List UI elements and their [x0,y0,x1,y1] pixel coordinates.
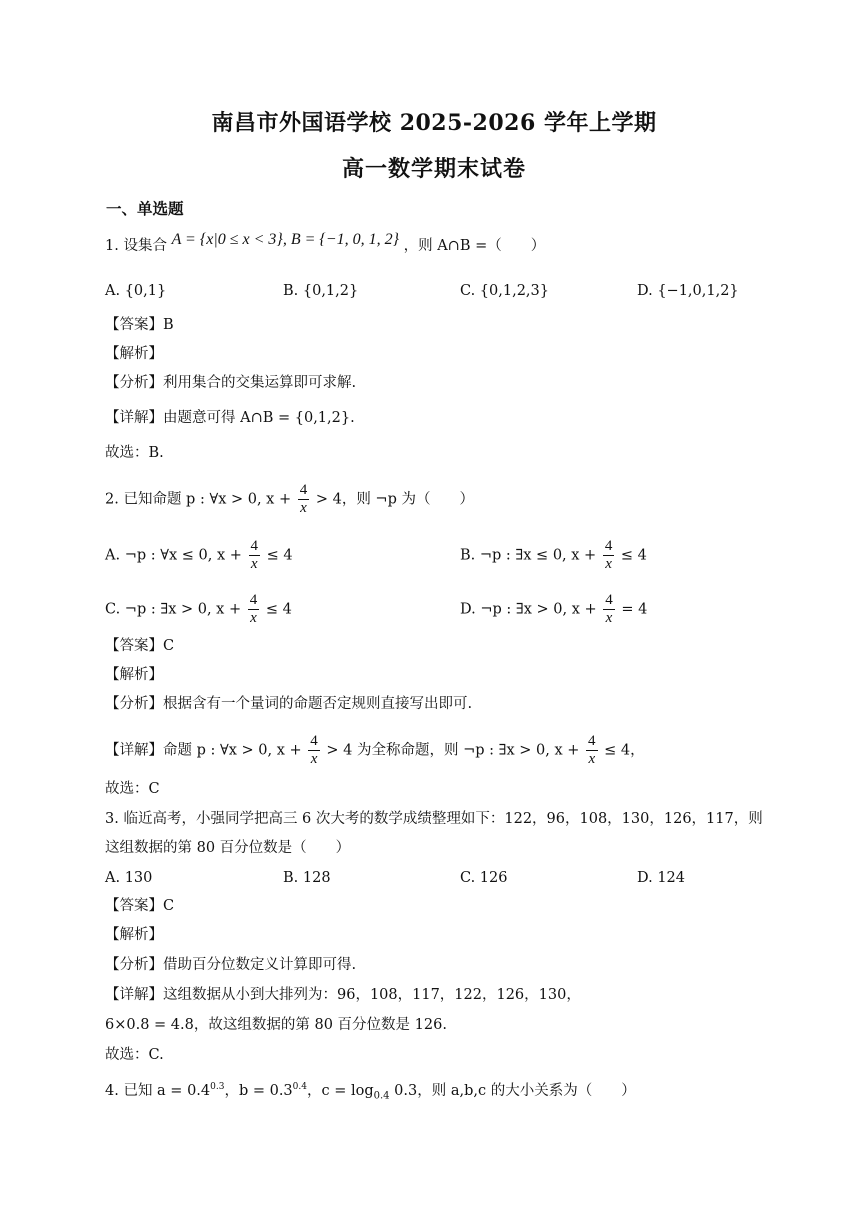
q2-frac-den: x [300,500,307,516]
q3-option-c: C. 126 [460,870,508,886]
q3-detail-line1: 【详解】这组数据从小到大排列为：96，108，117，122，126，130， [105,987,581,1003]
q4-b-text: ，b = 0.3 [224,1082,293,1099]
q2-detail-den-2: x [588,751,596,767]
q4-c-tail: 0.3，则 a,b,c 的大小关系为（ ） [389,1082,636,1099]
q2-option-b-num: 4 [604,538,613,554]
q1-detail: 【详解】由题意可得 A∩B = {0,1,2}. [105,410,355,426]
q2-option-c [105,592,292,627]
q4-a-exponent: 0.3 [210,1082,225,1092]
q2-option-b-suffix: ≤ 4 [620,547,647,564]
q2-option-d [460,592,647,627]
q2-option-b-fraction [603,538,615,573]
q3-stem-line2: 这组数据的第 80 百分位数是（ ） [105,840,351,856]
q2-detail-num-1: 4 [310,733,318,749]
q2-option-d-num: 4 [605,592,613,608]
q2-option-b-prefix: B. ¬p : ∃x ≤ 0, x + [460,547,597,564]
q2-option-a-prefix: A. ¬p : ∀x ≤ 0, x + [105,547,242,564]
q3-conclusion: 故选：C. [105,1047,164,1063]
q3-jiexi: 【解析】 [105,927,163,943]
q1-stem-sets: A = {x|0 ≤ x < 3}, B = {−1, 0, 1, 2} [171,231,399,248]
q2-option-c-num: 4 [249,592,258,608]
q3-analysis: 【分析】借助百分位数定义计算即可得. [105,957,357,973]
q2-detail-num-2: 4 [588,733,596,749]
q3-answer: 【答案】C [105,898,175,914]
q1-stem [105,231,546,256]
section-heading: 一、单选题 [106,199,184,218]
q4-c-base: 0.4 [373,1090,390,1102]
q2-stem-suffix: > 4，则 ¬p 为（ ） [315,491,474,508]
q2-detail-den-1: x [310,751,318,767]
q2-jiexi: 【解析】 [105,667,163,683]
q1-stem-suffix: ，则 A∩B =（ ） [403,238,546,254]
exam-subtitle: 高一数学期末试卷 [341,156,526,182]
q1-option-c: C. {0,1,2,3} [460,283,549,299]
q2-answer: 【答案】C [105,638,175,654]
q3-option-b: B. 128 [283,870,331,886]
q2-frac-num: 4 [299,482,308,498]
q3-option-a: A. 130 [105,870,153,886]
q4-c-text: ，c = log [307,1082,374,1099]
q2-option-b-den: x [605,556,612,572]
q2-analysis: 【分析】根据含有一个量词的命题否定规则直接写出即可. [105,696,473,712]
q3-detail-line2: 6×0.8 = 4.8，故这组数据的第 80 百分位数是 126. [105,1017,447,1033]
exam-title: 南昌市外国语学校 2025-2026 学年上学期 [211,110,657,136]
q2-detail-mid: > 4 为全称命题，则 ¬p : ∃x > 0, x + [326,742,580,759]
q2-option-a-fraction [249,538,261,573]
q2-detail [105,733,645,768]
q2-conclusion: 故选：C [105,781,160,797]
q1-conclusion: 故选：B. [105,445,164,461]
q4-b-exponent: 0.4 [292,1082,307,1092]
q1-stem-prefix: 1. 设集合 [105,238,167,254]
q4-stem [105,1077,636,1107]
q1-answer: 【答案】B [105,317,174,333]
q1-option-b: B. {0,1,2} [283,283,359,299]
q2-option-a-den: x [250,556,258,572]
q4-stem-prefix: 4. 已知 a = 0.4 [105,1082,211,1099]
q2-option-c-suffix: ≤ 4 [265,601,292,618]
q3-option-d: D. 124 [637,870,686,886]
q2-detail-suffix: ≤ 4， [604,742,645,759]
q2-option-c-den: x [250,610,257,626]
q2-option-b [460,538,647,573]
q2-option-a-suffix: ≤ 4 [266,547,293,564]
q2-option-c-prefix: C. ¬p : ∃x > 0, x + [105,601,242,618]
q2-option-d-fraction [603,592,615,627]
q2-option-d-suffix: = 4 [621,601,648,618]
q2-stem-fraction [298,482,310,517]
q1-jiexi: 【解析】 [105,346,163,362]
q2-option-a-num: 4 [250,538,259,554]
q2-detail-prefix: 【详解】命题 p : ∀x > 0, x + [105,742,302,759]
q2-detail-fraction-2 [586,733,598,768]
q2-option-d-den: x [605,610,613,626]
q1-option-a: A. {0,1} [105,283,167,299]
q1-option-d: D. {−1,0,1,2} [637,283,739,299]
q2-stem-prefix: 2. 已知命题 p : ∀x > 0, x + [105,491,292,508]
q2-option-d-prefix: D. ¬p : ∃x > 0, x + [460,601,597,618]
q1-analysis: 【分析】利用集合的交集运算即可求解. [105,375,357,391]
q2-stem [105,482,474,517]
q2-option-c-fraction [248,592,260,627]
q2-detail-fraction-1 [308,733,320,768]
q2-option-a [105,538,293,573]
q3-stem-line1: 3. 临近高考，小强同学把高三 6 次大考的数学成绩整理如下：122，96，108，130，126，117，则 [105,811,763,827]
